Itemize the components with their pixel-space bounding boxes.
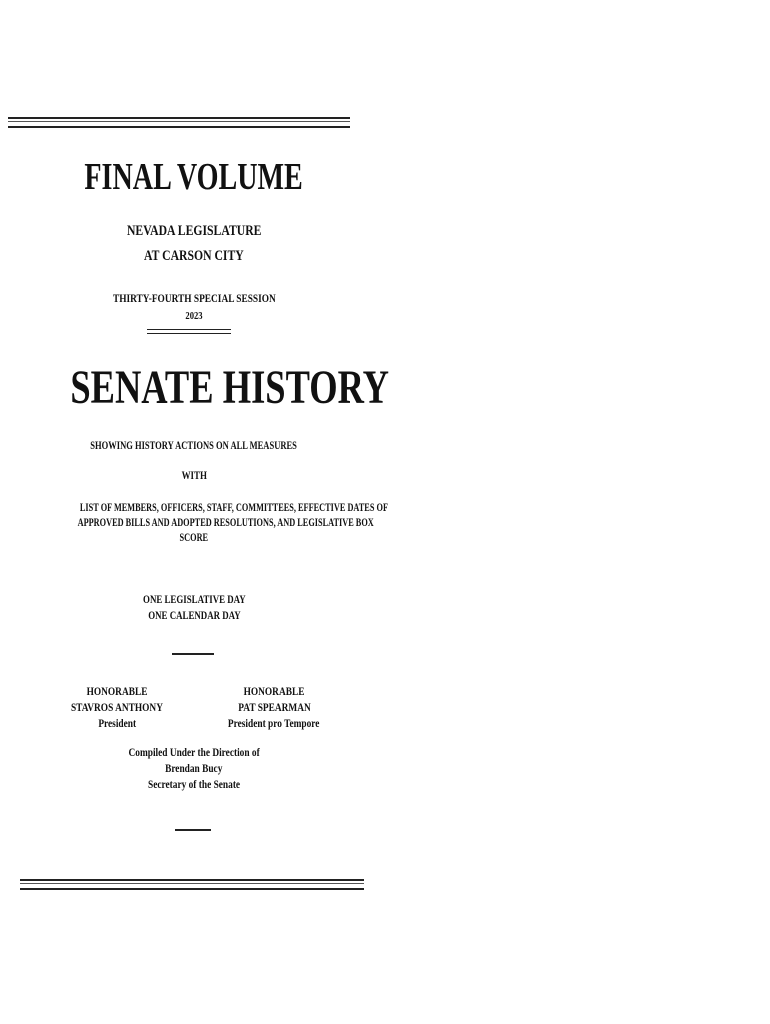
legislature-name: NEVADA LEGISLATURE <box>126 223 262 239</box>
volume-title: FINAL VOLUME <box>84 156 304 198</box>
pro-tempore-name: PAT SPEARMAN <box>237 700 311 714</box>
days-rule <box>172 653 214 655</box>
legislative-days: ONE LEGISLATIVE DAY <box>142 592 246 606</box>
session-block <box>20 289 368 325</box>
description-block <box>20 436 389 546</box>
days-block <box>20 590 368 626</box>
description-with: WITH <box>181 470 207 482</box>
title-block <box>20 155 368 205</box>
description-line: SHOWING HISTORY ACTIONS ON ALL MEASURES <box>90 440 298 452</box>
calendar-days: ONE CALENDAR DAY <box>147 608 241 622</box>
secretary-title: Secretary of the Senate <box>147 777 241 791</box>
secretary-name: Brendan Bucy <box>165 761 223 775</box>
bottom-rule <box>20 879 364 890</box>
president-honorific: HONORABLE <box>86 684 148 698</box>
compiled-line: Compiled Under the Direction of <box>128 745 260 759</box>
description-list-line-1: LIST OF MEMBERS, OFFICERS, STAFF, COMMITTEES, EFFECTIVE DATES OF <box>79 502 389 514</box>
pro-tempore-title: President pro Tempore <box>228 716 320 730</box>
senate-history-heading: SENATE HISTORY <box>70 361 390 414</box>
compiled-rule <box>175 829 211 831</box>
president-title: President <box>98 716 136 730</box>
president-signature <box>32 682 202 732</box>
session-rule <box>147 329 231 334</box>
top-rule <box>8 117 350 128</box>
legislature-block <box>20 222 368 272</box>
president-pro-tempore-signature <box>189 682 359 732</box>
legislature-location: AT CARSON CITY <box>144 248 244 264</box>
session-year: 2023 <box>185 310 203 322</box>
description-list-line-2: APPROVED BILLS AND ADOPTED RESOLUTIONS, AND LEGISLATIVE BOX <box>77 517 374 529</box>
pro-tempore-honorific: HONORABLE <box>243 684 305 698</box>
description-list-line-3: SCORE <box>179 532 209 544</box>
compiled-block <box>20 743 368 793</box>
heading-block <box>20 360 390 420</box>
session-name: THIRTY-FOURTH SPECIAL SESSION <box>112 291 276 305</box>
president-name: STAVROS ANTHONY <box>71 700 163 714</box>
